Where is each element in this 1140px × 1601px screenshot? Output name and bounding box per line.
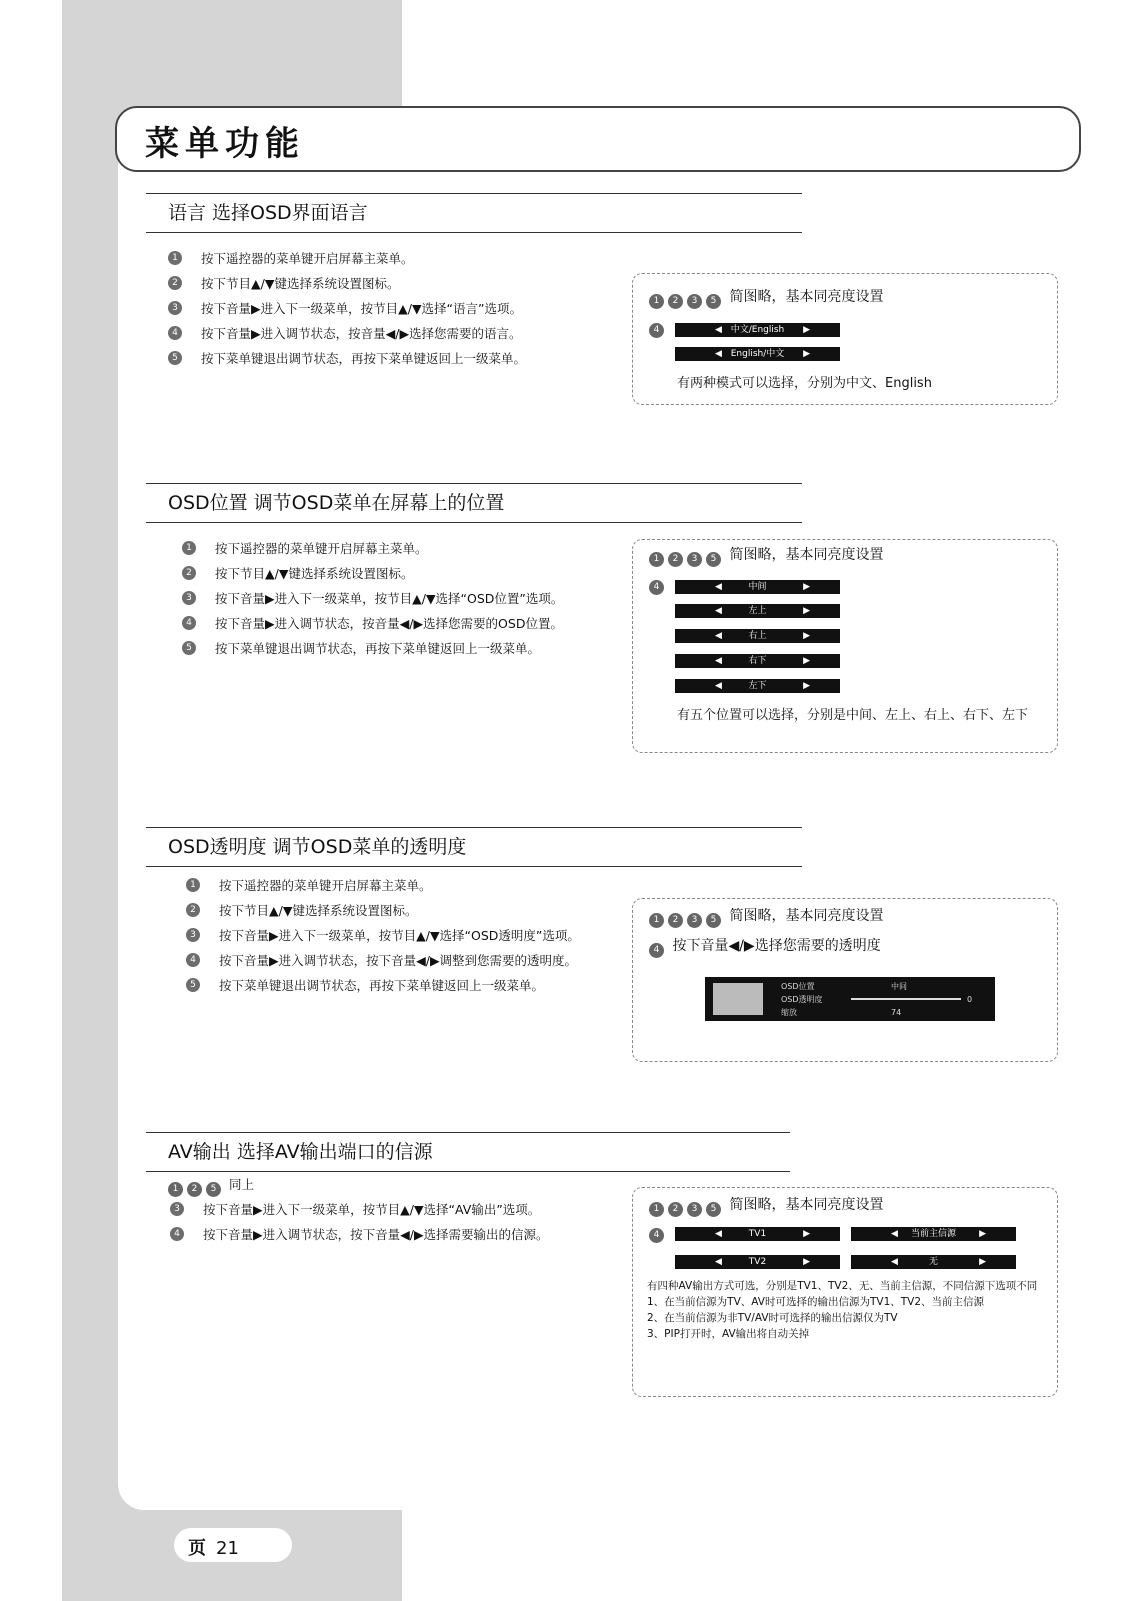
av-option-bar: ◀ 无 ▶ <box>851 1255 1016 1269</box>
position-option-bar: ◀ 左下 ▶ <box>675 679 840 693</box>
step-number-icon: 3 <box>170 1202 184 1216</box>
step-item: 5 按下菜单键退出调节状态，再按下菜单键返回上一级菜单。 <box>166 346 606 371</box>
av-option-bar: ◀ 当前主信源 ▶ <box>851 1227 1016 1241</box>
step-number-icon: 5 <box>706 913 721 928</box>
step-item: 3 按下音量▶进入下一级菜单，按节目▲/▼选择“语言”选项。 <box>166 296 606 321</box>
step-number-icon: 2 <box>187 1182 202 1197</box>
step-item: 3 按下音量▶进入下一级菜单，按节目▲/▼选择“OSD透明度”选项。 <box>184 923 624 948</box>
step-item: 3 按下音量▶进入下一级菜单，按节目▲/▼选择“OSD位置”选项。 <box>180 586 620 611</box>
language-note: 有两种模式可以选择，分别为中文、English <box>677 376 932 391</box>
step-number-icon: 1 <box>649 294 664 309</box>
box-heading: 1 2 3 5 简图略，基本同亮度设置 <box>649 544 883 567</box>
osd-row: OSD位置 中间 <box>781 982 907 991</box>
step-number-icon: 2 <box>182 566 196 580</box>
position-option-bar: ◀ 右上 ▶ <box>675 629 840 643</box>
step-item: 1 按下遥控器的菜单键开启屏幕主菜单。 <box>180 536 620 561</box>
section-osd-transparency-steps <box>184 873 624 998</box>
step-item: 4 按下音量▶进入调节状态，按下音量◀/▶调整到您需要的透明度。 <box>184 948 624 973</box>
step-number-icon: 3 <box>687 913 702 928</box>
step-number-icon: 3 <box>687 552 702 567</box>
step-number-icon: 4 <box>649 1228 664 1243</box>
step-number-icon: 3 <box>687 294 702 309</box>
av-option-bar: ◀ TV2 ▶ <box>675 1255 840 1269</box>
av-output-notes <box>647 1278 1047 1342</box>
section-language-title: 语言 选择OSD界面语言 <box>146 193 802 233</box>
step-item: 5 按下菜单键退出调节状态，再按下菜单键返回上一级菜单。 <box>180 636 620 661</box>
step-number-icon: 1 <box>168 1182 183 1197</box>
osd-position-note: 有五个位置可以选择，分别是中间、左上、右上、右下、左下 <box>677 708 1029 723</box>
page-title: 菜单功能 <box>145 124 305 164</box>
step-item: 3 按下音量▶进入下一级菜单，按节目▲/▼选择“AV输出”选项。 <box>168 1197 608 1222</box>
step-item: 5 按下菜单键退出调节状态，再按下菜单键返回上一级菜单。 <box>184 973 624 998</box>
position-option-bar: ◀ 左上 ▶ <box>675 604 840 618</box>
step-number-icon: 2 <box>186 903 200 917</box>
step-number-icon: 1 <box>186 878 200 892</box>
section-osd-transparency-title: OSD透明度 调节OSD菜单的透明度 <box>146 827 802 867</box>
step-number-icon: 3 <box>687 1202 702 1217</box>
step-number-icon: 4 <box>649 323 664 338</box>
step-number-icon: 2 <box>668 552 683 567</box>
step-item: 1 按下遥控器的菜单键开启屏幕主菜单。 <box>166 246 606 271</box>
step-number-icon: 3 <box>186 928 200 942</box>
step-number-icon: 4 <box>182 616 196 630</box>
note-line: 1、在当前信源为TV、AV时可选择的输出信源为TV1、TV2、当前主信源 <box>647 1296 985 1308</box>
step-number-icon: 4 <box>186 953 200 967</box>
step-item: 1 按下遥控器的菜单键开启屏幕主菜单。 <box>184 873 624 898</box>
transparency-slider <box>851 998 961 1000</box>
position-option-bar: ◀ 中间 ▶ <box>675 580 840 594</box>
step-number-icon: 2 <box>668 294 683 309</box>
section-osd-position-steps <box>180 536 620 661</box>
step-number-icon: 2 <box>668 913 683 928</box>
language-option-bar: ◀ English/中文 ▶ <box>675 347 840 361</box>
step-number-icon: 1 <box>168 251 182 265</box>
av-output-info-box <box>632 1187 1058 1397</box>
section-av-output-title: AV输出 选择AV输出端口的信源 <box>146 1132 790 1172</box>
step-item: 2 按下节目▲/▼键选择系统设置图标。 <box>180 561 620 586</box>
step-number-icon: 5 <box>706 294 721 309</box>
note-line: 3、PIP打开时，AV输出将自动关掉 <box>647 1328 810 1340</box>
step-number-icon: 1 <box>649 552 664 567</box>
step-item: 2 按下节目▲/▼键选择系统设置图标。 <box>166 271 606 296</box>
step-number-icon: 2 <box>168 276 182 290</box>
language-info-box <box>632 273 1058 405</box>
step-number-icon: 4 <box>649 943 664 958</box>
step-number-icon: 1 <box>182 541 196 555</box>
osd-row: 缩放 74 <box>781 1008 902 1017</box>
section-osd-position-title: OSD位置 调节OSD菜单在屏幕上的位置 <box>146 483 802 523</box>
osd-menu-illustration <box>705 977 995 1021</box>
step-number-icon: 5 <box>206 1182 221 1197</box>
note-line: 2、在当前信源为非TV/AV时可选择的输出信源仅为TV <box>647 1312 898 1324</box>
box-heading: 1 2 3 5 简图略，基本同亮度设置 <box>649 905 883 928</box>
step-number-icon: 4 <box>170 1227 184 1241</box>
page-header <box>115 106 1081 172</box>
step-item: 4 按下音量▶进入调节状态，按音量◀/▶选择您需要的OSD位置。 <box>180 611 620 636</box>
step-item: 1 2 5 同上 <box>168 1172 608 1197</box>
step-number-icon: 1 <box>649 913 664 928</box>
section-av-output-steps <box>168 1172 608 1247</box>
osd-transparency-info-box <box>632 898 1058 1062</box>
step-number-icon: 5 <box>186 978 200 992</box>
position-option-bar: ◀ 右下 ▶ <box>675 654 840 668</box>
tv-thumbnail-icon <box>713 983 763 1015</box>
step-number-icon: 4 <box>649 580 664 595</box>
step-item: 4 按下音量▶进入调节状态，按下音量◀/▶选择需要输出的信源。 <box>168 1222 608 1247</box>
step-number-icon: 5 <box>706 552 721 567</box>
language-option-bar: ◀ 中文/English ▶ <box>675 323 840 337</box>
step-number-icon: 5 <box>168 351 182 365</box>
av-option-bar: ◀ TV1 ▶ <box>675 1227 840 1241</box>
section-language-steps <box>166 246 606 371</box>
note-line: 有四种AV输出方式可选，分别是TV1、TV2、无、当前主信源，不同信源下选项不同 <box>647 1280 1038 1292</box>
step-number-icon: 1 <box>649 1202 664 1217</box>
step-number-icon: 5 <box>182 641 196 655</box>
step-number-icon: 5 <box>706 1202 721 1217</box>
step-number-icon: 3 <box>182 591 196 605</box>
box-heading: 1 2 3 5 简图略，基本同亮度设置 <box>649 286 883 309</box>
box-step: 4 按下音量◀/▶选择您需要的透明度 <box>649 935 881 958</box>
box-heading: 1 2 3 5 简图略，基本同亮度设置 <box>649 1194 883 1217</box>
page-number: 页 21 <box>188 1538 239 1559</box>
osd-position-info-box <box>632 539 1058 753</box>
step-number-icon: 4 <box>168 326 182 340</box>
step-item: 4 按下音量▶进入调节状态，按音量◀/▶选择您需要的语言。 <box>166 321 606 346</box>
step-number-icon: 2 <box>668 1202 683 1217</box>
osd-row: OSD透明度 0 <box>781 995 973 1004</box>
step-number-icon: 3 <box>168 301 182 315</box>
step-item: 2 按下节目▲/▼键选择系统设置图标。 <box>184 898 624 923</box>
